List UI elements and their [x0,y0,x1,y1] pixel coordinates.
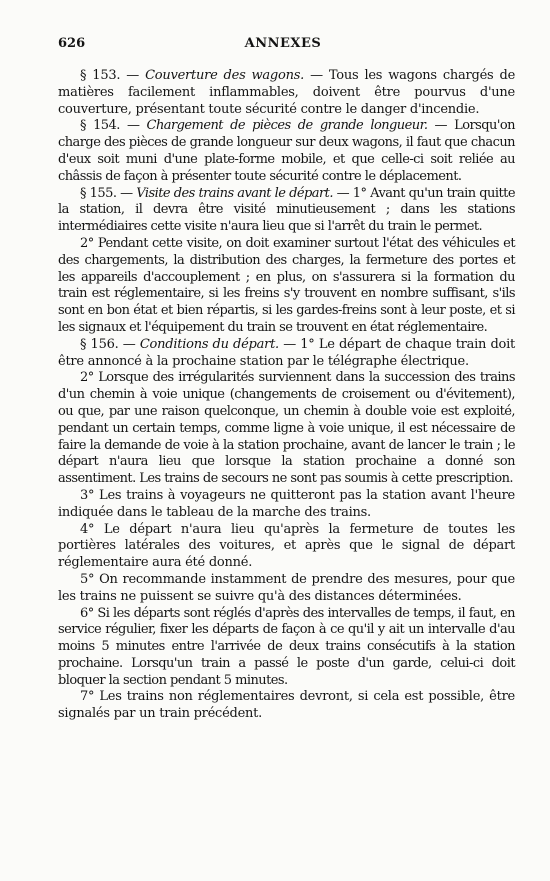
paragraph-text: 5° On recommande instamment de prendre des mesures, pour que les trains ne puissent se suivre qu'à des distances déterminées. [58,571,515,604]
paragraph-156-2 [58,370,515,488]
page-number: 626 [58,36,86,51]
paragraph-text: — 1° Avant qu'un train quitte la station, il devra être visité minutieusement ; dans les stations intermédiaires cette visite n'aura lieu que si l'arrêt du train le permet. [58,185,515,235]
paragraph-text: 7° Les trains non réglementaires devront, si cela est possible, être signalés par un train précédent. [58,689,515,722]
paragraph-156-4 [58,522,515,572]
section-number: § 154. [80,118,120,134]
section-number: § 156. [80,336,119,352]
paragraph-text: 4° Le départ n'aura lieu qu'après la fermeture de toutes les portières latérales des voitures, et après que le signal de départ réglementaire aura été donné. [58,521,515,571]
section-number: § 153. [80,68,121,83]
paragraph-text: — Lorsqu'on charge des pièces de grande longueur sur deux wagons, il faut que chacun d'eux soit muni d'une plate-forme mobile, et que celle-ci soit reliée au châssis de façon à présenter toute sécurité contre le déplacement. [58,118,515,184]
running-title: ANNEXES [244,36,322,51]
heading-dash: — [118,336,140,352]
paragraph-text: 6° Si les départs sont réglés d'après des intervalles de temps, il faut, en service régulier, fixer les départs de façon à ce qu'il y ait un intervalle d'au moins 5 minutes entre l'arrivée de deux trains consécutifs à la station prochaine. Lorsqu'un train a passé le poste d'un garde, celui-ci doit bloquer la section pendant 5 minutes. [58,605,515,688]
heading-dash: — [120,68,146,83]
page-body [58,68,515,723]
paragraph-156-3 [58,488,515,522]
paragraph-text: — Tous les wagons chargés de matières facilement inflammables, doivent être pourvus d'une couverture, présentant toute sécurité contre le danger d'incendie. [58,68,516,117]
section-heading: Chargement de pièces de grande longueur. [146,118,428,134]
paragraph-text: 3° Les trains à voyageurs ne quitteront pas la station avant l'heure indiquée dans le tableau de la marche des trains. [58,487,515,520]
section-heading: Conditions du départ. [139,336,279,352]
paragraph-156 [58,337,515,371]
heading-dash: — [116,185,137,201]
section-heading: Visite des trains avant le départ. [136,185,333,201]
paragraph-156-6 [58,606,515,690]
paragraph-154 [58,118,515,185]
page-header [58,36,508,54]
paragraph-text: — 1° Le départ de chaque train doit être annoncé à la prochaine station par le télégraphe électrique. [58,336,516,369]
section-heading: Couverture des wagons. [145,68,305,83]
paragraph-156-5 [58,572,515,606]
paragraph-155-2 [58,236,515,337]
section-number: § 155. [80,185,117,201]
paragraph-155 [58,186,515,236]
paragraph-156-7 [58,689,515,723]
paragraph-text: 2° Pendant cette visite, on doit examiner surtout l'état des véhicules et des chargements, la distribution des charges, la fermeture des portes et les appareils d'accouplement ; en plus, on s'assurera si la formation du train est réglementaire, si les freins s'y trouvent en nombre suffisant, s'ils sont en bon état et bien répartis, si les gardes-freins sont à leur poste, et si les signaux et l'équipement du train se trouvent en état réglementaire. [58,235,515,335]
paragraph-153 [58,68,515,118]
paragraph-text: 2° Lorsque des irrégularités surviennent dans la succession des trains d'un chemin à voie unique (changements de croisement ou d'évitement), ou que, par une raison quelconque, un chemin à double voie est exploité, pendant un certain temps, comme ligne à voie unique, il est nécessaire de faire la demande de voie à la station prochaine, avant de lancer le train ; le départ n'aura lieu que lorsque la station prochaine a donné son assentiment. Les trains de secours ne sont pas soumis à cette prescription. [58,370,515,487]
heading-dash: — [119,118,147,134]
